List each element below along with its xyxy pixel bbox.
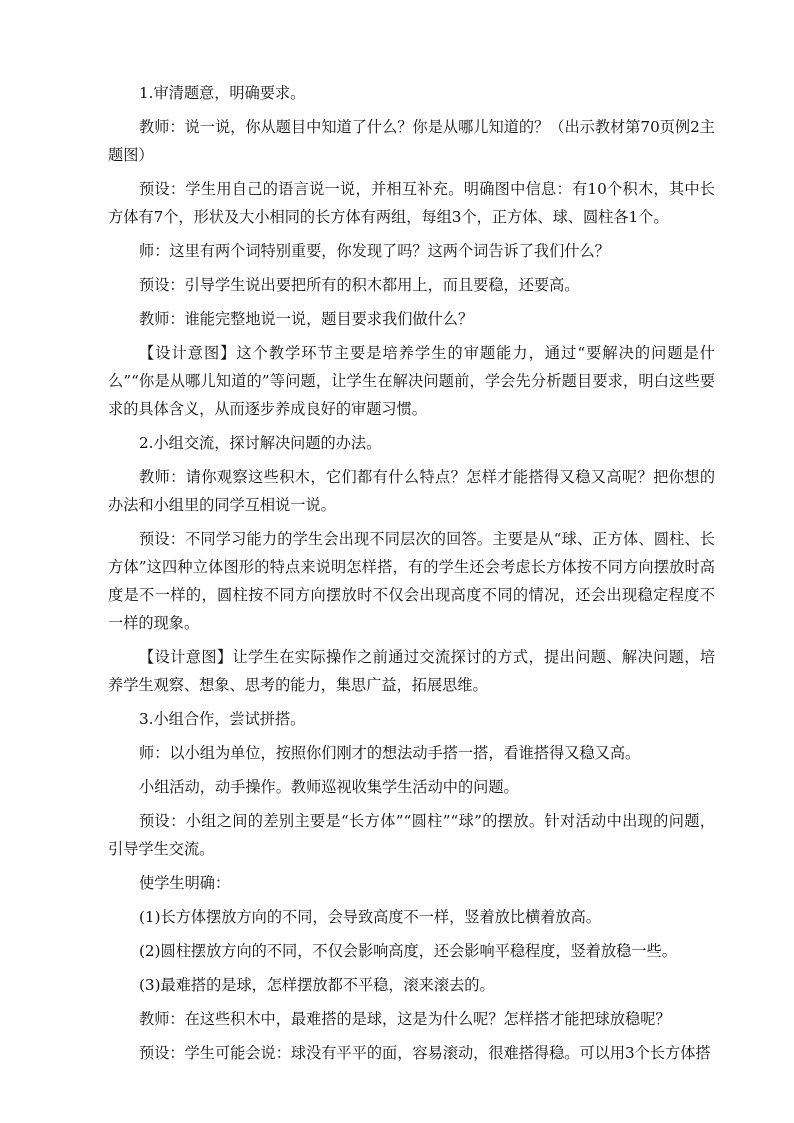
paragraph-preset-levels: 预设：不同学习能力的学生会出现不同层次的回答。主要是从“球、正方体、圆柱、长方体”这四种立体图形的特点来说明怎样搭，有的学生还会考虑长方体按不同方向摆放时高度是不一样的，圆柱按不同方向摆放时不仅会出现高度不同的情况，还会出现稳定程度不一样的现象。 (108, 530, 715, 632)
paragraph-teacher-observe: 教师：请你观察这些积木，它们都有什么特点？怎样才能搭得又稳又高呢？把你想的办法和小组里的同学互相说一说。 (108, 468, 715, 514)
paragraph-clarify: 使学生明确： (139, 874, 231, 892)
paragraph-group-activity: 小组活动，动手操作。教师巡视收集学生活动中的问题。 (139, 778, 519, 796)
paragraph-preset-ball: 预设：学生可能会说：球没有平平的面，容易滚动，很难搭得稳。可以用3个长方体搭 (139, 1044, 711, 1062)
paragraph-preset-difference: 预设：小组之间的差别主要是“长方体”“圆柱”“球”的摆放。针对活动中出现的问题，引导学生交流。 (108, 812, 715, 858)
paragraph-teacher-keywords: 师：这里有两个词特别重要，你发现了吗？这两个词告诉了我们什么？ (139, 242, 610, 260)
paragraph-design-intent-1: 【设计意图】这个教学环节主要是培养学生的审题能力，通过“要解决的问题是什么”“你是从哪儿知道的”等问题，让学生在解决问题前，学会先分析题目要求，明白这些要求的具体含义，从而逐步养成良好的审题习惯。 (108, 344, 715, 418)
paragraph-teacher-group: 师：以小组为单位，按照你们刚才的想法动手搭一搭，看谁搭得又稳又高。 (139, 744, 641, 762)
section-heading-2: 2.小组交流，探讨解决问题的办法。 (139, 434, 382, 452)
document-body (108, 79, 715, 1073)
paragraph-teacher-question: 教师：说一说，你从题目中知道了什么？你是从哪儿知道的？（出示教材第70页例2主题图） (108, 118, 715, 164)
section-heading-1: 1.审清题意，明确要求。 (139, 84, 306, 102)
paragraph-teacher-requirement: 教师：谁能完整地说一说，题目要求我们做什么？ (139, 310, 474, 328)
list-item-1: (1)长方体摆放方向的不同，会导致高度不一样，竖着放比横着放高。 (139, 908, 601, 926)
section-heading-3: 3.小组合作，尝试拼搭。 (139, 710, 306, 728)
paragraph-teacher-ball: 教师：在这些积木中，最难搭的是球，这是为什么呢？怎样搭才能把球放稳呢？ (139, 1010, 671, 1028)
list-item-3: (3)最难搭的是球，怎样摆放都不平稳，滚来滚去的。 (139, 976, 495, 994)
paragraph-preset-info: 预设：学生用自己的语言说一说，并相互补充。明确图中信息：有10个积木，其中长方体有7个，形状及大小相同的长方体有两组，每组3个，正方体、球、圆柱各1个。 (108, 180, 715, 226)
paragraph-design-intent-2: 【设计意图】让学生在实际操作之前通过交流探讨的方式，提出问题、解决问题，培养学生观察、想象、思考的能力，集思广益，拓展思维。 (108, 648, 715, 694)
list-item-2: (2)圆柱摆放方向的不同，不仅会影响高度，还会影响平稳程度，竖着放稳一些。 (139, 942, 677, 960)
paragraph-preset-guide: 预设：引导学生说出要把所有的积木都用上，而且要稳，还要高。 (139, 276, 580, 294)
